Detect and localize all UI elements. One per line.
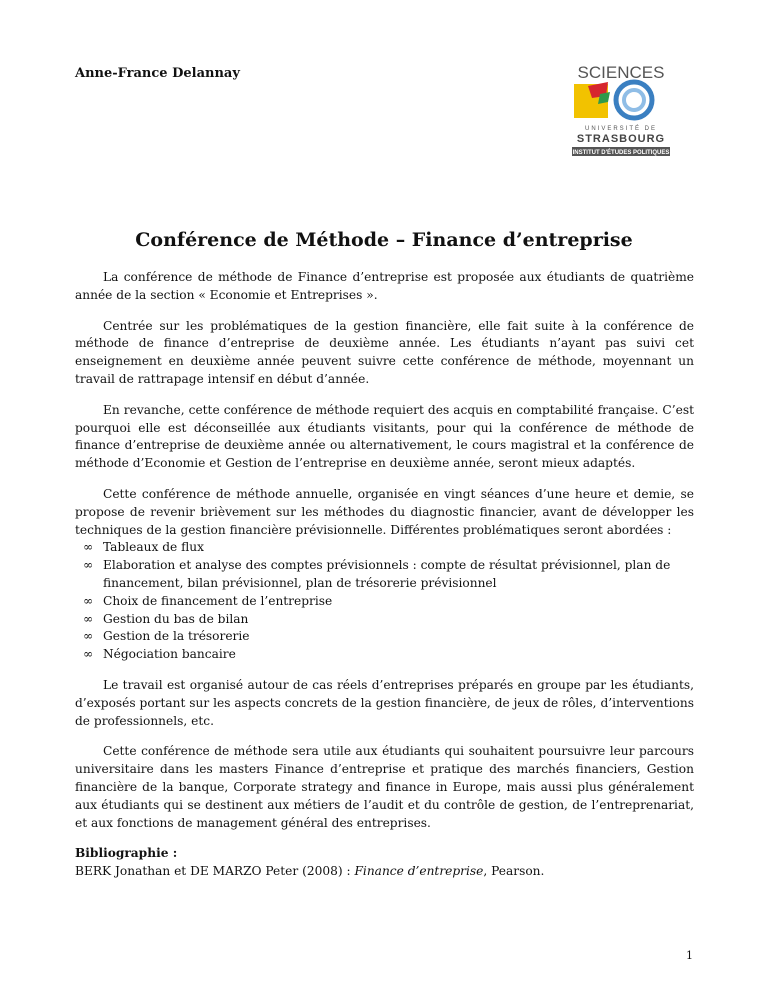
topic-item: ∞ Choix de financement de l’entreprise xyxy=(75,593,694,611)
bibliography-entry: BERK Jonathan et DE MARZO Peter (2008) : Finance d’entreprise, Pearson. xyxy=(75,864,545,879)
document-title: Conférence de Méthode – Finance d’entreprise xyxy=(135,229,633,251)
topic-item: ∞ Elaboration et analyse des comptes prévisionnels : compte de résultat prévisionnel, plan de financement, bilan prévisionnel, plan de trésorerie prévisionnel xyxy=(83,558,671,590)
infinity-bullet-icon: ∞ xyxy=(83,611,94,626)
infinity-bullet-icon: ∞ xyxy=(83,558,94,573)
svg-text:INSTITUT D'ÉTUDES POLITIQUES: INSTITUT D'ÉTUDES POLITIQUES xyxy=(572,150,670,156)
paragraph-accounting: En revanche, cette conférence de méthode requiert des acquis en comptabilité française. C’est pourquoi elle est déconseillée aux étudiants visitants, pour qui la conférence de méthode de finance d’entreprise de deuxième année ou alternativement, le cours magistral et la conférence de méthode d’Economie et Gestion de l’entreprise en deuxième année, seront mieux adaptés. xyxy=(75,402,694,471)
paragraph-organisation: Cette conférence de méthode annuelle, organisée en vingt séances d’une heure et demie, se propose de revenir brièvement sur les méthodes du diagnostic financier, avant de développer les techniques de la gestion financière prévisionnelle. Différentes problématiques seront abordées : xyxy=(75,486,694,537)
author-name: Anne-France Delannay xyxy=(75,66,240,81)
paragraph-prerequisites: Centrée sur les problématiques de la gestion financière, elle fait suite à la conférence de méthode de finance d’entreprise de deuxième année. Les étudiants n’ayant pas suivi cet enseignement en deuxième année peuvent suivre cette conférence de méthode, moyennant un travail de rattrapage intensif en début d’année. xyxy=(75,318,694,386)
svg-text:STRASBOURG: STRASBOURG xyxy=(576,133,666,145)
book-title: Finance d’entreprise xyxy=(354,864,484,879)
topic-list xyxy=(75,539,694,664)
topic-item: ∞ Négociation bancaire xyxy=(75,646,694,664)
page-number: 1 xyxy=(686,949,693,962)
document-body xyxy=(75,269,694,881)
topic-item: ∞ Tableaux de flux xyxy=(75,539,694,557)
paragraph-intro: La conférence de méthode de Finance d’entreprise est proposée aux étudiants de quatrième année de la section « Economie et Entreprises ». xyxy=(75,270,694,302)
topic-item: ∞ Gestion de la trésorerie xyxy=(75,628,694,646)
infinity-bullet-icon: ∞ xyxy=(83,629,94,644)
paragraph-outlook: Cette conférence de méthode sera utile aux étudiants qui souhaitent poursuivre leur parcours universitaire dans les masters Finance d’entreprise et pratique des marchés financiers, Gestion financière de la banque, Corporate strategy and finance in Europe, mais aussi plus généralement aux étudiants qui se destinent aux métiers de l’audit et du contrôle de gestion, de l’entreprenariat, et aux fonctions de management général des entreprises. xyxy=(75,744,694,830)
sciences-po-strasbourg-logo xyxy=(562,62,680,160)
infinity-bullet-icon: ∞ xyxy=(83,593,94,608)
infinity-bullet-icon: ∞ xyxy=(83,540,94,555)
infinity-bullet-icon: ∞ xyxy=(83,647,94,662)
bibliography-heading: Bibliographie : xyxy=(75,846,178,861)
svg-text:UNIVERSITÉ DE: UNIVERSITÉ DE xyxy=(584,126,658,132)
paragraph-work: Le travail est organisé autour de cas réels d’entreprises préparés en groupe par les étudiants, d’exposés portant sur les aspects concrets de la gestion financière, de jeux de rôles, d’interventions de professionnels, etc. xyxy=(75,677,694,728)
topic-item: ∞ Gestion du bas de bilan xyxy=(75,611,694,629)
svg-text:SCIENCES: SCIENCES xyxy=(577,63,665,82)
